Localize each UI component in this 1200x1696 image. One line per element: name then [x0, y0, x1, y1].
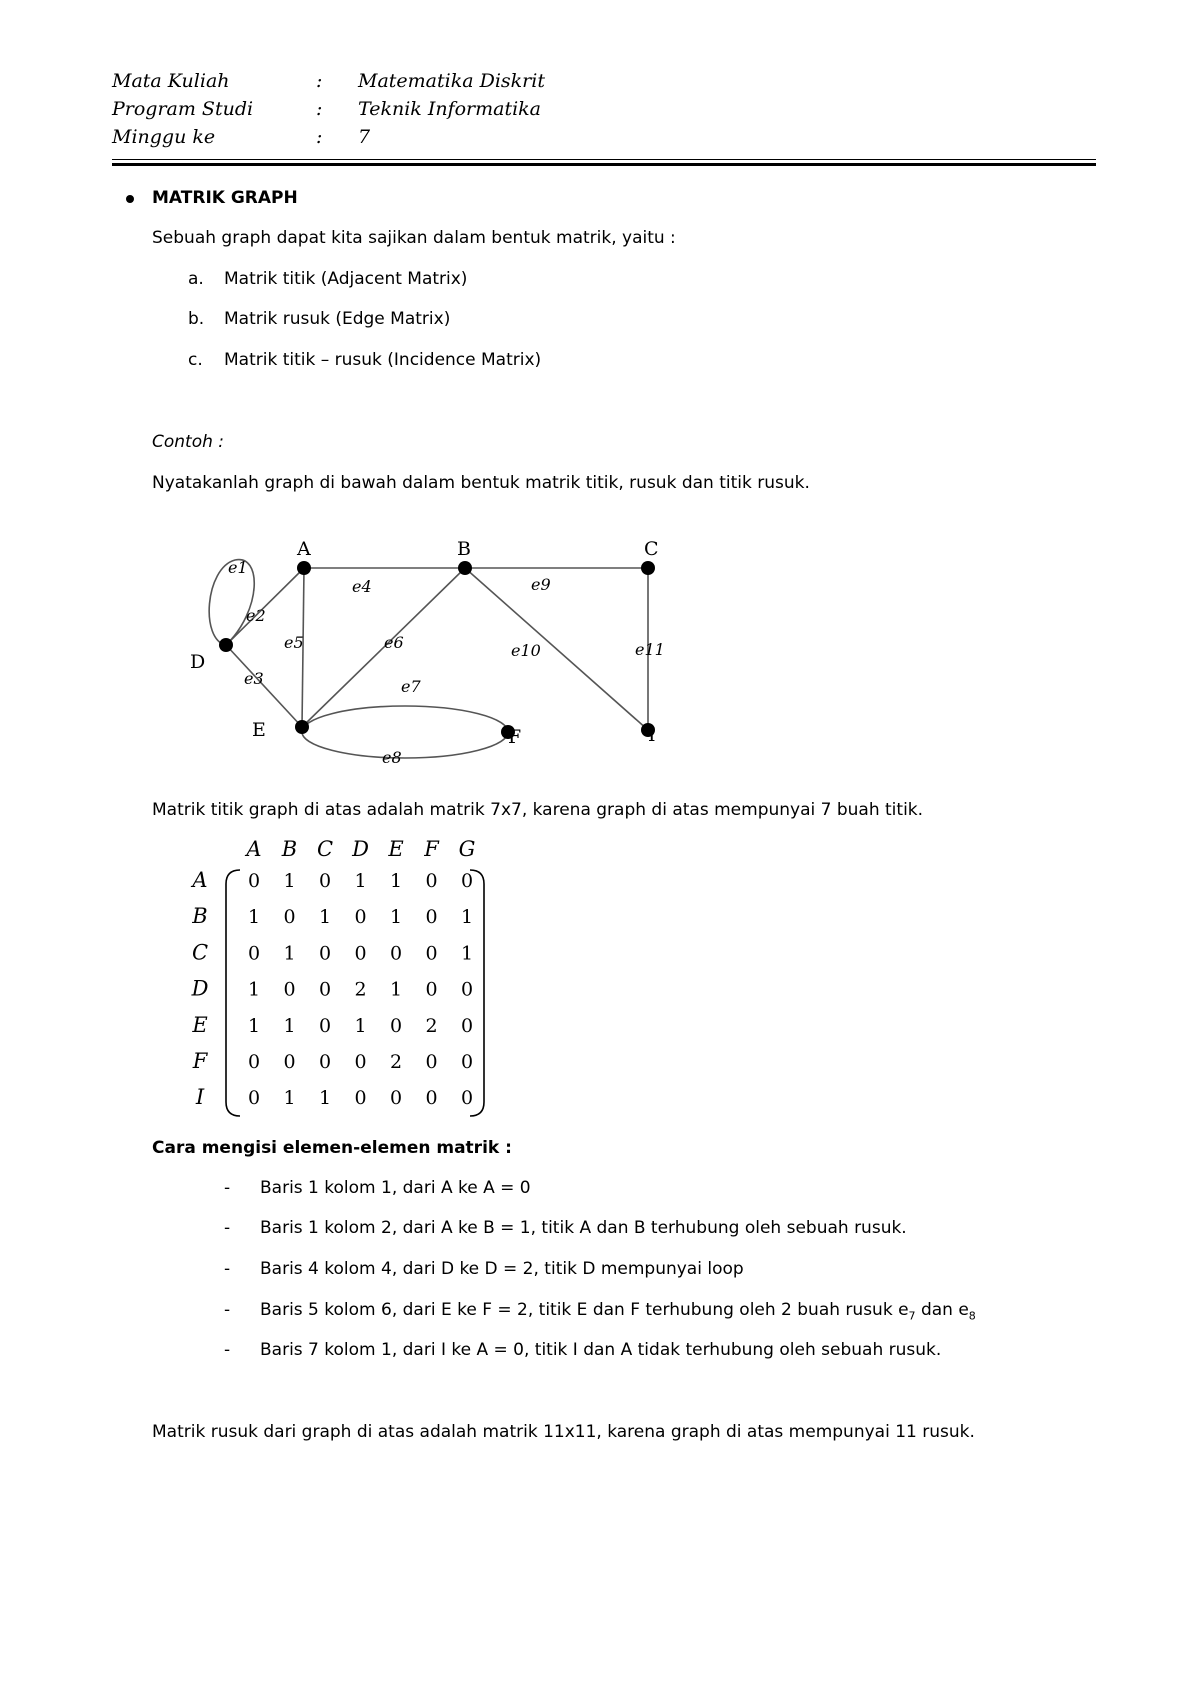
list-item: Matrik titik – rusuk (Incidence Matrix)	[224, 350, 542, 370]
matrix-row-label: C	[191, 940, 209, 965]
matrix-cell: 0	[460, 1014, 474, 1037]
matrix-row-label: E	[192, 1012, 208, 1037]
edge-label-e7: e7	[401, 677, 421, 696]
howto-dash: -	[224, 1218, 231, 1238]
matrix-cell: 1	[354, 870, 367, 892]
edge-label-e9: e9	[531, 575, 551, 594]
matrix-cell: 0	[354, 906, 367, 929]
header-sep: :	[316, 126, 323, 148]
matrix-cell: 0	[460, 870, 474, 892]
matrix-cell: 1	[389, 978, 403, 1001]
header-value: Matematika Diskrit	[358, 70, 545, 92]
header-sep: :	[316, 70, 323, 92]
matrix-row-label: F	[192, 1049, 208, 1073]
howto-dash: -	[224, 1259, 231, 1279]
howto-item-text: dan e	[915, 1300, 969, 1320]
list-marker: c.	[188, 350, 203, 370]
matrix-row-label: A	[192, 868, 208, 892]
matrix-cell: 1	[389, 870, 403, 892]
matrix-cell: 1	[283, 1087, 296, 1110]
matrix-cell: 1	[247, 906, 261, 929]
vertex-label-a: A	[297, 538, 311, 560]
matrix-row-label: D	[191, 976, 209, 1001]
edge-label-e5: e5	[284, 633, 304, 652]
edge-label-e4: e4	[352, 577, 372, 596]
howto-item: Baris 4 kolom 4, dari D ke D = 2, titik D mempunyai loop	[260, 1259, 744, 1279]
matrix-col-label: D	[352, 837, 369, 861]
edge-label-e8: e8	[382, 748, 402, 767]
section-title: MATRIK GRAPH	[152, 188, 298, 208]
matrix-cell: 1	[247, 978, 261, 1001]
matrix-cell: 0	[425, 1087, 438, 1110]
matrix-cell: 2	[425, 1014, 438, 1037]
matrix-cell: 1	[247, 1014, 261, 1037]
howto-item-text: Baris 5 kolom 6, dari E ke F = 2, titik E dan F terhubung oleh 2 buah rusuk e	[260, 1300, 909, 1320]
matrix-row-label: B	[192, 904, 208, 929]
matrix-col-label: B	[281, 837, 298, 861]
header-key: Minggu ke	[112, 126, 216, 148]
edge-label-e10: e10	[511, 641, 541, 660]
header-value: 7	[358, 126, 371, 148]
matrix-cell: 0	[318, 870, 332, 892]
howto-dash: -	[224, 1300, 231, 1320]
edge-label-e6: e6	[384, 633, 404, 652]
matrix-cell: 1	[460, 942, 474, 965]
matrix-intro: Matrik titik graph di atas adalah matrik 7x7, karena graph di atas mempunyai 7 buah titik.	[152, 800, 924, 820]
matrix-cell: 0	[460, 978, 474, 1001]
matrix-cell: 0	[247, 1051, 261, 1073]
matrix-cell: 0	[318, 1014, 332, 1037]
matrix-cell: 0	[425, 906, 438, 929]
list-marker: a.	[188, 269, 204, 289]
matrix-cell: 0	[318, 942, 332, 965]
matrix-cell: 0	[283, 906, 296, 929]
matrix-cell: 0	[318, 1051, 332, 1073]
matrix-cell: 0	[425, 1051, 438, 1073]
edge-label-e11: e11	[635, 640, 665, 659]
matrix-cell: 0	[247, 870, 261, 892]
matrix-cell: 0	[425, 870, 438, 892]
matrix-cell: 1	[318, 1087, 332, 1110]
subscript: 7	[908, 1309, 916, 1323]
vertex-label-e: E	[252, 719, 266, 741]
matrix-cell: 0	[354, 942, 367, 965]
matrix-cell: 1	[283, 1014, 296, 1037]
howto-item	[260, 1300, 976, 1322]
edge-label-e1: e1	[228, 558, 248, 577]
matrix-col-label: A	[246, 837, 262, 861]
howto-dash: -	[224, 1178, 231, 1198]
howto-title: Cara mengisi elemen-elemen matrik :	[152, 1138, 512, 1158]
vertex-label-b: B	[457, 538, 471, 560]
matrix-cell: 0	[354, 1087, 367, 1110]
vertex-label-d: D	[190, 651, 206, 673]
header-sep: :	[316, 98, 323, 120]
example-text: Nyatakanlah graph di bawah dalam bentuk matrik titik, rusuk dan titik rusuk.	[152, 473, 810, 493]
matrix-cell: 0	[460, 1051, 474, 1073]
intro-text: Sebuah graph dapat kita sajikan dalam bentuk matrik, yaitu :	[152, 228, 676, 248]
matrix-cell: 2	[354, 978, 367, 1001]
matrix-cell: 0	[389, 942, 403, 965]
example-label: Contoh :	[152, 432, 225, 452]
matrix-cell: 0	[283, 1051, 296, 1073]
matrix-cell: 1	[354, 1014, 367, 1037]
matrix-cell: 0	[425, 942, 438, 965]
list-marker: b.	[188, 309, 205, 329]
matrix-cell: 1	[283, 942, 296, 965]
matrix-cell: 0	[247, 1087, 261, 1110]
matrix-cell: 0	[460, 1087, 474, 1110]
matrix-cell: 1	[283, 870, 296, 892]
vertex-label-i: I	[648, 724, 656, 746]
matrix-cell: 1	[389, 906, 403, 929]
matrix-cell: 2	[389, 1051, 403, 1073]
vertex-label-c: C	[644, 538, 659, 560]
matrix-cell: 1	[460, 906, 474, 929]
edge-label-e3: e3	[244, 669, 264, 688]
matrix-left-paren	[226, 870, 240, 1116]
matrix-cell: 0	[247, 942, 261, 965]
vertex-label-f: F	[508, 726, 522, 748]
header-value: Teknik Informatika	[358, 98, 542, 120]
matrix-cell: 0	[318, 978, 332, 1001]
matrix-cell: 0	[425, 978, 438, 1001]
matrix-cell: 0	[283, 978, 296, 1001]
matrix-col-label: C	[316, 837, 334, 861]
matrix-col-label: E	[388, 837, 404, 861]
matrix-cell: 1	[318, 906, 332, 929]
list-item: Matrik titik (Adjacent Matrix)	[224, 269, 468, 289]
matrix-col-label: F	[424, 837, 439, 861]
subscript: 8	[968, 1309, 976, 1323]
edge-matrix-text: Matrik rusuk dari graph di atas adalah matrik 11x11, karena graph di atas mempunyai 11 rusuk.	[152, 1422, 975, 1442]
list-item: Matrik rusuk (Edge Matrix)	[224, 309, 451, 329]
header-key: Mata Kuliah	[112, 70, 230, 92]
matrix-cell: 0	[389, 1014, 403, 1037]
howto-item: Baris 7 kolom 1, dari I ke A = 0, titik I dan A tidak terhubung oleh sebuah rusuk.	[260, 1340, 942, 1360]
matrix-cell: 0	[389, 1087, 403, 1110]
matrix-row-label: I	[195, 1085, 205, 1110]
matrix-col-label: G	[458, 837, 476, 861]
howto-item: Baris 1 kolom 1, dari A ke A = 0	[260, 1178, 531, 1198]
howto-item: Baris 1 kolom 2, dari A ke B = 1, titik A dan B terhubung oleh sebuah rusuk.	[260, 1218, 907, 1238]
edge-label-e2: e2	[246, 606, 266, 625]
header-key: Program Studi	[112, 98, 254, 120]
howto-dash: -	[224, 1340, 231, 1360]
matrix-cell: 0	[354, 1051, 367, 1073]
